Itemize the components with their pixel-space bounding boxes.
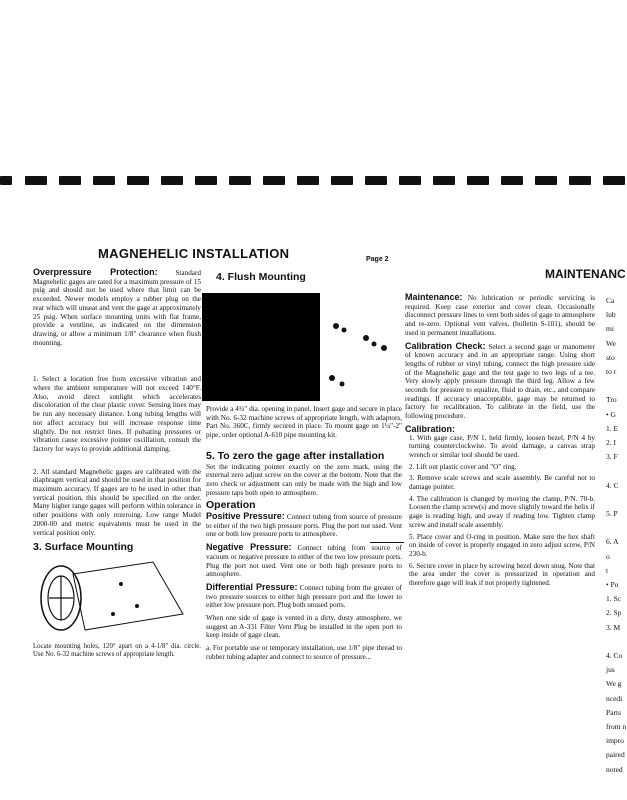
page-title: MAGNEHELIC INSTALLATION (98, 246, 290, 261)
step-1: 1. Select a location free from excessive vibration and where the ambient temperature will not exceed 140°F. Also, avoid direct sunlight which accelerates discoloration of the clear plastic cover. Sensing lines may be run any necessary distance. Long tubing lengths will not affect accuracy but will increase response time slightly. Do not restrict lines. If pulsating pressures or vibration cause excessive pointer oscillation, consult the factory for ways to provide additional damping. (33, 375, 201, 453)
punch-hole (331, 176, 353, 185)
margin-fragment: 2. Sp (606, 608, 622, 618)
list-item: 2. Lift out plastic cover and "O" ring. (409, 462, 517, 471)
punch-hole (127, 176, 149, 185)
margin-fragment: 3. M (606, 622, 621, 632)
column-left (33, 268, 201, 663)
positive-pressure-text: Positive Pressure: Connect tubing from source of pressure to either of the two high pressure ports. Plug the port not used. Vent one or both low pressure ports to atmosphere. (206, 511, 402, 539)
margin-fragment: 4. C (606, 480, 619, 490)
dusty-atmosphere-text: When one side of gage is vented in a dirty, dusty atmosphere, we suggest an A-331 Filter Vent Plug be installed in the open port to keep inside of gage clean. (206, 614, 402, 640)
margin-fragment: Ca (606, 296, 615, 305)
calibration-check-text: Calibration Check: Select a second gage or manometer of known accuracy and in an appropriate range. Using short lengths of rubber or vinyl tubing, connect the high pressure side of the Magnehelic gage and the test gage to two legs of a tee. Very slowly apply pressure through the third leg. Allow a few seconds for pressure to equalize, fluid to drain, etc., and compare readings. If accuracy unacceptable, gage may be returned to factory for recalibration. To calibrate in the field, use the following procedure. (405, 340, 595, 421)
flush-mount-photo (202, 293, 320, 401)
punch-hole (195, 176, 217, 185)
margin-fragment: We g (606, 679, 622, 689)
punch-hole (433, 176, 455, 185)
margin-fragment: 1. Sc (606, 594, 621, 604)
punch-hole (467, 176, 489, 185)
calibration-heading: Calibration: (405, 423, 456, 434)
margin-fragment: paired (606, 750, 625, 760)
page-number: Page 2 (366, 256, 389, 263)
surface-mount-caption: Locate mounting holes, 120° apart on a 4-1/8" dia. circle. Use No. 6-32 machine screws of appropriate length. (33, 642, 201, 658)
callout-line (370, 542, 404, 543)
margin-fragment: 4. Co (606, 651, 623, 660)
zero-heading: 5. To zero the gage after installation (206, 449, 385, 462)
punch-hole (161, 176, 183, 185)
column-middle-lower (206, 405, 402, 666)
punch-hole (501, 176, 523, 185)
margin-fragment: t (606, 565, 609, 575)
column-middle (206, 273, 402, 284)
punch-hole (59, 176, 81, 185)
margin-fragment: sto (606, 352, 615, 362)
punch-hole (263, 176, 285, 185)
margin-fragment: impro (606, 736, 624, 746)
punch-hole (0, 176, 12, 185)
margin-fragment: 2. I (606, 438, 616, 447)
portable-use-text: a. For portable use or temporary installation, use 1/8" pipe thread to rubber tubing adapter and connect to source of pressure... (206, 644, 402, 661)
calibration-steps (405, 434, 595, 588)
margin-fragment: from n (606, 722, 627, 731)
overpressure-paragraph: Overpressure Protection: Standard Magnehelic gages are rated for a maximum pressure of 15 psig and should not be used where that limit can be exceeded. Newer models employ a rubber plug on the rear which will unseat and vent the gage at approximately 25 psig. When surface mounting units with flat frame, provide a ventline, as indicated on the dimension drawing, or allow a minimum 1/8" clearance when flush mounting. (33, 267, 201, 347)
punch-hole (229, 176, 251, 185)
margin-fragment: o (606, 551, 610, 561)
negative-pressure-text: Negative Pressure: Connect tubing from source of vacuum or negative pressure to either of the two low pressure ports. Plug the port not used. Vent one or both high pressure ports to atmosphere. (206, 542, 403, 579)
column-right (405, 293, 595, 591)
differential-pressure-text: Differential Pressure: Connect tubing from the greater of two pressure sources to either high pressure port and the lower to either low pressure port. Plug both unused ports. (206, 581, 402, 610)
margin-fragment: ncedi (606, 693, 623, 703)
punch-hole (25, 176, 47, 185)
margin-fragment: • Po (606, 580, 619, 589)
margin-fragment: Tro (606, 395, 617, 405)
punch-hole (569, 176, 591, 185)
maintenance-text: Maintenance: No lubrication or periodic servicing is required. Keep case exterior and cover clean. Occasionally disconnect pressure lines to vent both sides of gage to atmosphere and re-zero. Optional vent valves, (bulletin S-101), should be used in permanent installations. (405, 292, 595, 337)
screw-parts-illustration (322, 318, 402, 398)
margin-fragment: noted (606, 764, 623, 774)
list-item: 5. Place cover and O-ring in position. Make sure the hex shaft on inside of cover is properly engaged in zero adjust screw, P/N 230-b. (409, 532, 595, 558)
margin-fragment: Parts (606, 707, 621, 717)
margin-fragment: • G (606, 409, 616, 419)
margin-fragment: 3. F (606, 452, 618, 462)
operation-heading: Operation (206, 499, 256, 512)
punch-hole (297, 176, 319, 185)
margin-fragment: 6. A (606, 537, 619, 547)
right-page-title: MAINTENANC (545, 267, 626, 281)
margin-fragment: mi (606, 324, 614, 334)
list-item: 6. Secure cover in place by screwing bezel down snug. Note that the area under the cover is pressurized in operation and therefore gage will leak if not properly tightened. (409, 561, 595, 588)
punch-hole (603, 176, 625, 185)
margin-fragment: lub (606, 310, 616, 320)
list-item: 3. Remove scale screws and scale assembly. Be careful not to damage pointer. (409, 474, 595, 492)
flush-mount-text: Provide a 4¾" dia. opening in panel. Insert gage and secure in place with No. 6-32 machine screws of appropriate length, with adaptors, Part No. 360C, firmly secured in place. To mount gage on 1¼"-2" pipe, order optional A-610 pipe mounting kit. (206, 405, 402, 440)
margin-fragment: jus (606, 665, 615, 675)
punch-hole (93, 176, 115, 185)
margin-fragment: to r (606, 367, 617, 376)
zero-text: Set the indicating pointer exactly on the zero mark, using the external zero adjust screw on the cover at the bottom. Note that the zero check or adjustment can only be made with the high and low pressure taps both open to atmosphere. (206, 462, 402, 497)
margin-fragment: 1. E (606, 423, 619, 433)
punch-hole (365, 176, 387, 185)
list-item: 1. With gage case, P/N 1, held firmly, loosen bezel, P/N 4 by turning counterclockwise. To avoid damage, a canvas strap wrench or similar tool should be used. (409, 433, 595, 459)
surface-mounting-heading: 3. Surface Mounting (33, 541, 134, 554)
list-item: 4. The calibration is changed by moving the clamp, P/N. 70-b. Loosen the clamp screw(s) and move slightly toward the helix if gage is reading high, and away if reading low. Tighten clamp screw and install scale assembly. (409, 494, 595, 529)
punch-hole (399, 176, 421, 185)
flush-mounting-heading: 4. Flush Mounting (216, 271, 306, 283)
punch-hole (535, 176, 557, 185)
margin-fragment: We (606, 338, 616, 348)
margin-fragment: 5. P (606, 509, 618, 518)
surface-mount-diagram (33, 554, 193, 640)
overpressure-heading: Overpressure Protection: (33, 267, 158, 277)
step-2: 2. All standard Magnehelic gages are calibrated with the diaphragm vertical and should be used in that position for maximum accuracy. If gages are to be used in other than vertical position, this should be specified on the order. Many higher range gages will perform within tolerance in other positions with only rezeroing. Low range Model 2000-00 and metric equivalents must be used in the vertical position only. (33, 467, 201, 537)
